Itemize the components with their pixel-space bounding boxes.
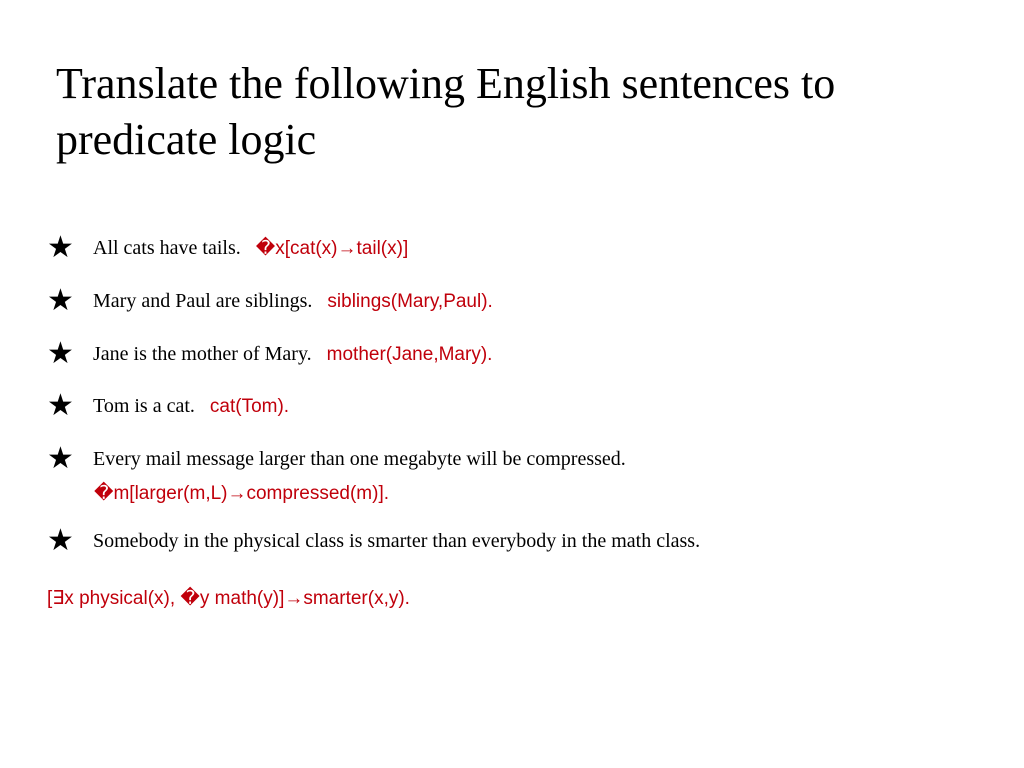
star-bullet-icon: ★ [47,337,74,370]
english-sentence: Mary and Paul are siblings. [93,290,313,312]
logic-translation: siblings(Mary,Paul). [327,291,493,312]
bullet-item [47,337,493,370]
logic-translation: �m[larger(m,L)→compressed(m)]. [94,483,390,504]
star-bullet-icon: ★ [47,524,74,557]
logic-translation: [∃x physical(x), �y math(y)]→smarter(x,y). [47,588,410,609]
english-sentence: All cats have tails. [93,237,241,259]
star-bullet-icon: ★ [47,284,74,317]
english-sentence: Somebody in the physical class is smarter than everybody in the math class. [93,530,701,552]
bullet-item [47,524,701,557]
bullet-item [47,284,493,317]
bullet-item [47,442,626,475]
logic-translation: mother(Jane,Mary). [326,344,493,365]
star-bullet-icon: ★ [47,442,74,475]
star-bullet-icon: ★ [47,389,74,422]
bullet-item [47,231,409,264]
bullet-item [47,389,290,422]
english-sentence: Every mail message larger than one megabyte will be compressed. [93,448,626,470]
star-bullet-icon: ★ [47,231,74,264]
slide-title: Translate the following English sentences to predicate logic [56,59,836,164]
logic-translation: cat(Tom). [209,396,290,417]
english-sentence: Jane is the mother of Mary. [93,343,312,365]
english-sentence: Tom is a cat. [93,395,195,417]
logic-translation: �x[cat(x)→tail(x)] [255,238,409,259]
